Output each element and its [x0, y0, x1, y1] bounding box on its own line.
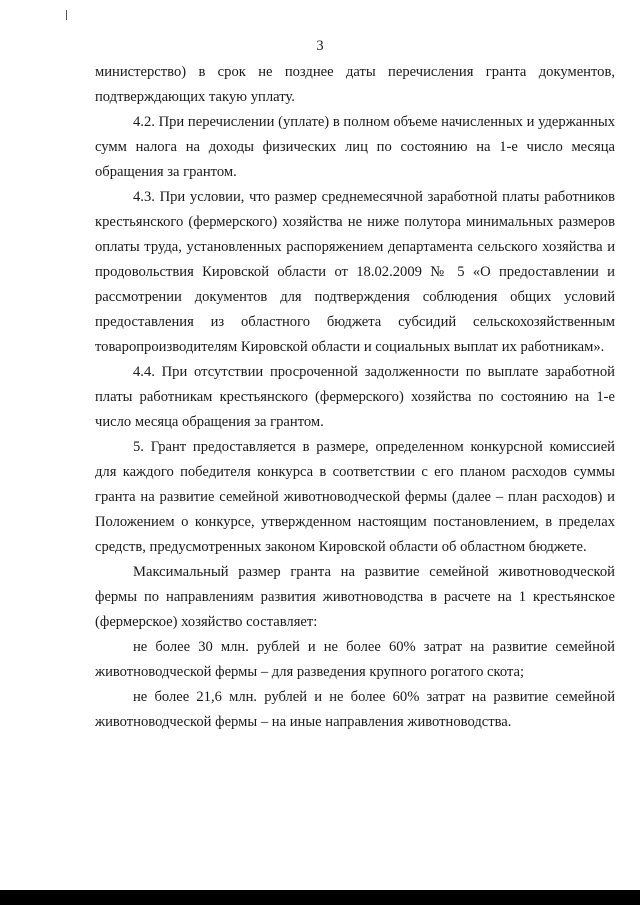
paragraph-5: 5. Грант предоставляется в размере, определенном конкурсной комиссией для каждого победителя конкурса в соответствии с его планом расходов суммы гранта на развитие семейной животноводческой фермы (далее – план расходов) и Положением о конкурсе, утвержденном настоящим постановлением, в пределах средств, предусмотренных законом Кировской области об областном бюджете. — [95, 439, 615, 555]
page-number: 3 — [316, 38, 324, 54]
document-body — [95, 60, 615, 735]
paragraph-cattle-limit: не более 30 млн. рублей и не более 60% затрат на развитие семейной животноводческой фермы – для разведения крупного рогатого скота; — [95, 639, 615, 680]
paragraph-4-3: 4.3. При условии, что размер среднемесячной заработной платы работников крестьянского (фермерского) хозяйства не ниже полутора минимальных размеров оплаты труда, установленных распоряжением департамента сельского хозяйства и продовольствия Кировской области от 18.02.2009 № 5 «О предоставлении и рассмотрении документов для подтверждения соблюдения общих условий предоставления из областного бюджета субсидий сельскохозяйственным товаропроизводителям Кировской области и социальных выплат их работникам». — [95, 189, 615, 355]
scan-bottom-border — [0, 890, 640, 905]
paragraph-4-4: 4.4. При отсутствии просроченной задолженности по выплате заработной платы работникам крестьянского (фермерского) хозяйства по состоянию на 1-е число месяца обращения за грантом. — [95, 364, 615, 430]
paragraph-4-2: 4.2. При перечислении (уплате) в полном объеме начисленных и удержанных сумм налога на доходы физических лиц по состоянию на 1-е число месяца обращения за грантом. — [95, 114, 615, 180]
paragraph-max-grant: Максимальный размер гранта на развитие семейной животноводческой фермы по направлениям развития животноводства в расчете на 1 крестьянское (фермерское) хозяйство составляет: — [95, 564, 615, 630]
scan-artifact-mark — [66, 10, 67, 20]
paragraph-other-limit: не более 21,6 млн. рублей и не более 60% затрат на развитие семейной животноводческой фермы – на иные направления животноводства. — [95, 689, 615, 730]
paragraph-continuation: министерство) в срок не позднее даты перечисления гранта документов, подтверждающих такую уплату. — [95, 64, 615, 105]
